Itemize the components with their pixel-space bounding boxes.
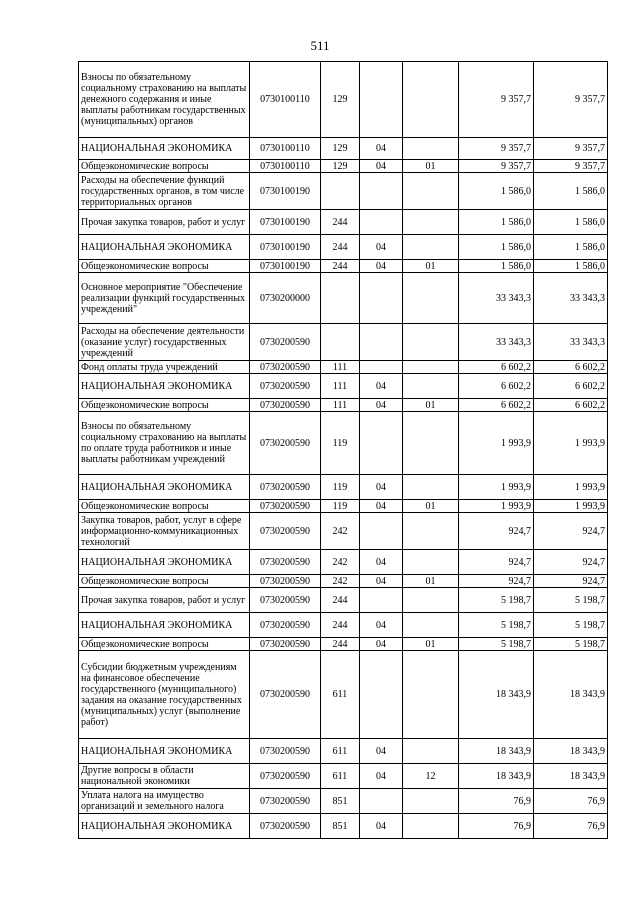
row-expense-type: 244 <box>321 613 360 638</box>
row-expense-type: 611 <box>321 764 360 789</box>
row-amount-first: 5 198,7 <box>459 638 534 651</box>
row-expense-type: 244 <box>321 235 360 260</box>
row-expense-type: 111 <box>321 399 360 412</box>
page-number: 511 <box>310 38 330 53</box>
row-target-code: 0730200590 <box>250 500 321 513</box>
row-section: 04 <box>360 260 403 273</box>
table-row <box>79 412 608 475</box>
row-section <box>360 173 403 210</box>
row-amount-second: 5 198,7 <box>534 613 608 638</box>
row-amount-first: 6 602,2 <box>459 374 534 399</box>
table-row <box>79 173 608 210</box>
row-amount-first: 33 343,3 <box>459 324 534 361</box>
table-row <box>79 374 608 399</box>
row-amount-second: 924,7 <box>534 575 608 588</box>
row-amount-second: 924,7 <box>534 513 608 550</box>
row-amount-second: 1 993,9 <box>534 475 608 500</box>
row-amount-second: 18 343,9 <box>534 739 608 764</box>
row-subsection <box>403 588 459 613</box>
row-name: Общеэкономические вопросы <box>79 575 250 588</box>
row-subsection <box>403 789 459 814</box>
row-amount-second: 76,9 <box>534 814 608 839</box>
row-target-code: 0730100110 <box>250 138 321 160</box>
table-row <box>79 739 608 764</box>
table-row <box>79 588 608 613</box>
row-amount-first: 1 586,0 <box>459 173 534 210</box>
row-target-code: 0730100110 <box>250 62 321 138</box>
row-amount-second: 1 586,0 <box>534 173 608 210</box>
row-name: Общеэкономические вопросы <box>79 399 250 412</box>
row-target-code: 0730200590 <box>250 651 321 739</box>
row-target-code: 0730200590 <box>250 764 321 789</box>
row-amount-first: 1 993,9 <box>459 475 534 500</box>
row-target-code: 0730200590 <box>250 814 321 839</box>
row-name: НАЦИОНАЛЬНАЯ ЭКОНОМИКА <box>79 374 250 399</box>
row-section: 04 <box>360 235 403 260</box>
row-amount-second: 1 993,9 <box>534 500 608 513</box>
row-name: Расходы на обеспечение функций государственных органов, в том числе территориальных органов <box>79 173 250 210</box>
row-expense-type: 119 <box>321 475 360 500</box>
row-subsection <box>403 235 459 260</box>
row-name: Общеэкономические вопросы <box>79 638 250 651</box>
row-section: 04 <box>360 613 403 638</box>
row-target-code: 0730200000 <box>250 273 321 324</box>
row-target-code: 0730100110 <box>250 160 321 173</box>
row-expense-type <box>321 324 360 361</box>
table-row <box>79 613 608 638</box>
row-section: 04 <box>360 739 403 764</box>
row-subsection: 01 <box>403 399 459 412</box>
row-subsection <box>403 361 459 374</box>
row-expense-type <box>321 173 360 210</box>
row-section: 04 <box>360 160 403 173</box>
row-subsection <box>403 412 459 475</box>
row-amount-first: 924,7 <box>459 550 534 575</box>
row-target-code: 0730200590 <box>250 613 321 638</box>
budget-table-body <box>79 62 608 839</box>
row-target-code: 0730200590 <box>250 550 321 575</box>
table-row <box>79 273 608 324</box>
row-target-code: 0730200590 <box>250 399 321 412</box>
row-name: Взносы по обязательному социальному страхованию на выплаты денежного содержания и иные выплаты работникам государственных (муниципальных) органов <box>79 62 250 138</box>
row-expense-type: 111 <box>321 361 360 374</box>
row-name: Фонд оплаты труда учреждений <box>79 361 250 374</box>
row-subsection <box>403 273 459 324</box>
row-section <box>360 210 403 235</box>
row-amount-first: 1 586,0 <box>459 235 534 260</box>
row-amount-first: 924,7 <box>459 513 534 550</box>
row-amount-first: 18 343,9 <box>459 651 534 739</box>
row-amount-first: 33 343,3 <box>459 273 534 324</box>
row-expense-type: 119 <box>321 500 360 513</box>
row-amount-second: 5 198,7 <box>534 588 608 613</box>
row-section <box>360 273 403 324</box>
row-subsection: 01 <box>403 575 459 588</box>
table-row <box>79 513 608 550</box>
row-section <box>360 651 403 739</box>
table-row <box>79 160 608 173</box>
row-section: 04 <box>360 814 403 839</box>
row-amount-second: 9 357,7 <box>534 160 608 173</box>
row-name: НАЦИОНАЛЬНАЯ ЭКОНОМИКА <box>79 550 250 575</box>
row-subsection <box>403 651 459 739</box>
row-target-code: 0730200590 <box>250 739 321 764</box>
row-name: Прочая закупка товаров, работ и услуг <box>79 210 250 235</box>
row-subsection <box>403 173 459 210</box>
table-row <box>79 210 608 235</box>
table-row <box>79 814 608 839</box>
row-expense-type: 851 <box>321 814 360 839</box>
budget-table <box>78 61 608 839</box>
row-name: НАЦИОНАЛЬНАЯ ЭКОНОМИКА <box>79 475 250 500</box>
row-name: НАЦИОНАЛЬНАЯ ЭКОНОМИКА <box>79 138 250 160</box>
row-amount-first: 1 993,9 <box>459 412 534 475</box>
row-target-code: 0730100190 <box>250 210 321 235</box>
row-expense-type <box>321 273 360 324</box>
row-subsection: 01 <box>403 638 459 651</box>
row-expense-type: 851 <box>321 789 360 814</box>
row-section: 04 <box>360 399 403 412</box>
row-amount-first: 1 586,0 <box>459 260 534 273</box>
row-subsection <box>403 739 459 764</box>
row-name: НАЦИОНАЛЬНАЯ ЭКОНОМИКА <box>79 739 250 764</box>
table-row <box>79 764 608 789</box>
row-expense-type: 111 <box>321 374 360 399</box>
row-amount-first: 18 343,9 <box>459 739 534 764</box>
row-section: 04 <box>360 374 403 399</box>
row-target-code: 0730200590 <box>250 324 321 361</box>
table-row <box>79 138 608 160</box>
row-section: 04 <box>360 138 403 160</box>
row-amount-first: 9 357,7 <box>459 138 534 160</box>
row-amount-first: 6 602,2 <box>459 399 534 412</box>
row-amount-second: 1 586,0 <box>534 260 608 273</box>
row-expense-type: 244 <box>321 588 360 613</box>
row-name: НАЦИОНАЛЬНАЯ ЭКОНОМИКА <box>79 814 250 839</box>
table-row <box>79 62 608 138</box>
row-amount-first: 1 993,9 <box>459 500 534 513</box>
row-amount-first: 5 198,7 <box>459 613 534 638</box>
row-expense-type: 242 <box>321 550 360 575</box>
table-row <box>79 575 608 588</box>
row-name: Уплата налога на имущество организаций и земельного налога <box>79 789 250 814</box>
row-target-code: 0730100190 <box>250 260 321 273</box>
row-amount-first: 9 357,7 <box>459 62 534 138</box>
row-expense-type: 244 <box>321 638 360 651</box>
row-amount-first: 76,9 <box>459 789 534 814</box>
row-amount-second: 76,9 <box>534 789 608 814</box>
row-amount-second: 924,7 <box>534 550 608 575</box>
row-subsection: 01 <box>403 260 459 273</box>
row-amount-first: 6 602,2 <box>459 361 534 374</box>
row-subsection <box>403 324 459 361</box>
row-subsection: 01 <box>403 500 459 513</box>
row-name: Общеэкономические вопросы <box>79 160 250 173</box>
row-name: Прочая закупка товаров, работ и услуг <box>79 588 250 613</box>
row-section <box>360 513 403 550</box>
row-section: 04 <box>360 575 403 588</box>
table-row <box>79 638 608 651</box>
row-amount-second: 1 586,0 <box>534 210 608 235</box>
row-expense-type: 611 <box>321 651 360 739</box>
row-section: 04 <box>360 475 403 500</box>
row-target-code: 0730100190 <box>250 235 321 260</box>
row-target-code: 0730100190 <box>250 173 321 210</box>
table-row <box>79 789 608 814</box>
row-amount-first: 924,7 <box>459 575 534 588</box>
row-section <box>360 62 403 138</box>
row-amount-first: 18 343,9 <box>459 764 534 789</box>
row-target-code: 0730200590 <box>250 575 321 588</box>
row-name: Другие вопросы в области национальной экономики <box>79 764 250 789</box>
row-amount-second: 1 993,9 <box>534 412 608 475</box>
row-name: Субсидии бюджетным учреждениям на финансовое обеспечение государственного (муниципального) задания на оказание государственных (муниципальных) услуг (выполнение работ) <box>79 651 250 739</box>
row-name: Основное мероприятие "Обеспечение реализации функций государственных учреждений" <box>79 273 250 324</box>
row-subsection <box>403 613 459 638</box>
row-target-code: 0730200590 <box>250 638 321 651</box>
row-amount-second: 18 343,9 <box>534 651 608 739</box>
row-target-code: 0730200590 <box>250 374 321 399</box>
row-amount-second: 1 586,0 <box>534 235 608 260</box>
row-section <box>360 324 403 361</box>
row-section: 04 <box>360 764 403 789</box>
table-row <box>79 235 608 260</box>
row-subsection <box>403 62 459 138</box>
row-amount-first: 9 357,7 <box>459 160 534 173</box>
row-section: 04 <box>360 638 403 651</box>
row-subsection <box>403 550 459 575</box>
row-expense-type: 611 <box>321 739 360 764</box>
row-amount-second: 9 357,7 <box>534 138 608 160</box>
table-row <box>79 260 608 273</box>
row-section: 04 <box>360 500 403 513</box>
table-row <box>79 500 608 513</box>
row-expense-type: 129 <box>321 160 360 173</box>
row-amount-second: 6 602,2 <box>534 399 608 412</box>
row-expense-type: 242 <box>321 513 360 550</box>
row-amount-second: 33 343,3 <box>534 273 608 324</box>
row-section <box>360 789 403 814</box>
row-amount-second: 6 602,2 <box>534 374 608 399</box>
row-name: Взносы по обязательному социальному страхованию на выплаты по оплате труда работников и иные выплаты работникам учреждений <box>79 412 250 475</box>
row-section <box>360 361 403 374</box>
row-target-code: 0730200590 <box>250 588 321 613</box>
row-amount-second: 33 343,3 <box>534 324 608 361</box>
table-row <box>79 550 608 575</box>
row-subsection: 12 <box>403 764 459 789</box>
row-subsection <box>403 814 459 839</box>
row-amount-second: 18 343,9 <box>534 764 608 789</box>
row-name: Расходы на обеспечение деятельности (оказание услуг) государственных учреждений <box>79 324 250 361</box>
row-expense-type: 244 <box>321 210 360 235</box>
row-target-code: 0730200590 <box>250 789 321 814</box>
row-amount-second: 9 357,7 <box>534 62 608 138</box>
table-row <box>79 324 608 361</box>
row-amount-first: 5 198,7 <box>459 588 534 613</box>
row-amount-first: 1 586,0 <box>459 210 534 235</box>
row-section <box>360 588 403 613</box>
row-name: Общеэкономические вопросы <box>79 260 250 273</box>
row-section <box>360 412 403 475</box>
row-subsection <box>403 138 459 160</box>
row-amount-second: 5 198,7 <box>534 638 608 651</box>
table-row <box>79 475 608 500</box>
row-amount-first: 76,9 <box>459 814 534 839</box>
row-target-code: 0730200590 <box>250 361 321 374</box>
row-target-code: 0730200590 <box>250 412 321 475</box>
row-target-code: 0730200590 <box>250 475 321 500</box>
row-amount-second: 6 602,2 <box>534 361 608 374</box>
row-expense-type: 244 <box>321 260 360 273</box>
row-target-code: 0730200590 <box>250 513 321 550</box>
row-section: 04 <box>360 550 403 575</box>
row-name: НАЦИОНАЛЬНАЯ ЭКОНОМИКА <box>79 613 250 638</box>
row-expense-type: 242 <box>321 575 360 588</box>
row-subsection <box>403 210 459 235</box>
table-row <box>79 651 608 739</box>
row-expense-type: 119 <box>321 412 360 475</box>
row-expense-type: 129 <box>321 62 360 138</box>
row-subsection <box>403 374 459 399</box>
row-name: Закупка товаров, работ, услуг в сфере информационно-коммуникационных технологий <box>79 513 250 550</box>
row-name: НАЦИОНАЛЬНАЯ ЭКОНОМИКА <box>79 235 250 260</box>
row-expense-type: 129 <box>321 138 360 160</box>
table-row <box>79 399 608 412</box>
row-name: Общеэкономические вопросы <box>79 500 250 513</box>
table-row <box>79 361 608 374</box>
row-subsection <box>403 475 459 500</box>
row-subsection: 01 <box>403 160 459 173</box>
row-subsection <box>403 513 459 550</box>
